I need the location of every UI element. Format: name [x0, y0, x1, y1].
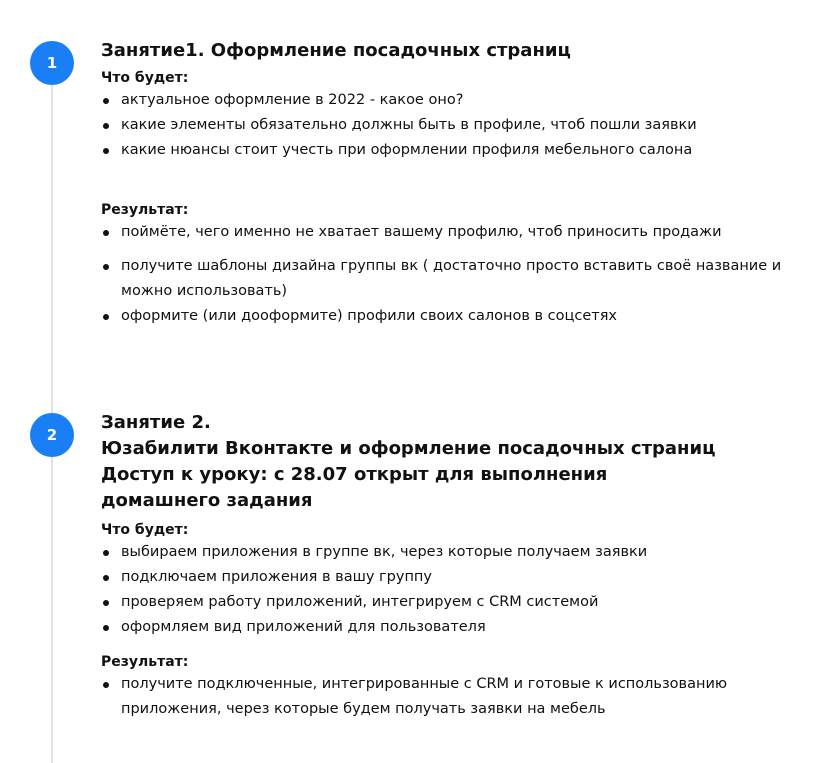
lesson-title-line: Занятие 2. — [101, 412, 211, 433]
step-number-badge — [30, 41, 74, 85]
list-item: поймёте, чего именно не хватает вашему профилю, чтоб приносить продажи — [101, 220, 801, 245]
list-item: подключаем приложения в вашу группу — [101, 565, 801, 590]
result-list — [101, 672, 801, 722]
list-item: оформите (или дооформите) профили своих салонов в соцсетях — [101, 304, 801, 329]
lesson-block-1 — [101, 38, 801, 329]
lesson-title-line: Юзабилити Вконтакте и оформление посадочных страниц — [101, 438, 716, 459]
lesson-title — [101, 410, 801, 514]
list-item: какие элементы обязательно должны быть в профиле, чтоб пошли заявки — [101, 113, 801, 138]
what-list — [101, 88, 801, 163]
what-heading: Что будет: — [101, 522, 189, 538]
lesson-title — [101, 38, 801, 64]
list-item: проверяем работу приложений, интегрируем с CRM системой — [101, 590, 801, 615]
lesson-title-line: Занятие1. Оформление посадочных страниц — [101, 40, 571, 61]
result-list — [101, 220, 801, 329]
step-number-badge — [30, 413, 74, 457]
result-heading: Результат: — [101, 202, 189, 218]
lesson-title-line: домашнего задания — [101, 490, 313, 511]
list-item: какие нюансы стоит учесть при оформлении профиля мебельного салона — [101, 138, 801, 163]
step-number: 2 — [46, 426, 58, 444]
list-item: актуальное оформление в 2022 - какое оно? — [101, 88, 801, 113]
lesson-block-2 — [101, 410, 801, 722]
list-item: получите шаблоны дизайна группы вк ( достаточно просто вставить своё название и можно использовать) — [101, 254, 801, 304]
result-heading: Результат: — [101, 654, 189, 670]
what-list — [101, 540, 801, 640]
what-heading: Что будет: — [101, 70, 189, 86]
list-item: оформляем вид приложений для пользователя — [101, 615, 801, 640]
list-item: выбираем приложения в группе вк, через которые получаем заявки — [101, 540, 801, 565]
step-number: 1 — [46, 54, 58, 72]
list-item: получите подключенные, интегрированные с CRM и готовые к использованию приложения, через которые будем получать заявки на мебель — [101, 672, 801, 722]
lesson-title-line: Доступ к уроку: с 28.07 открыт для выполнения — [101, 464, 608, 485]
